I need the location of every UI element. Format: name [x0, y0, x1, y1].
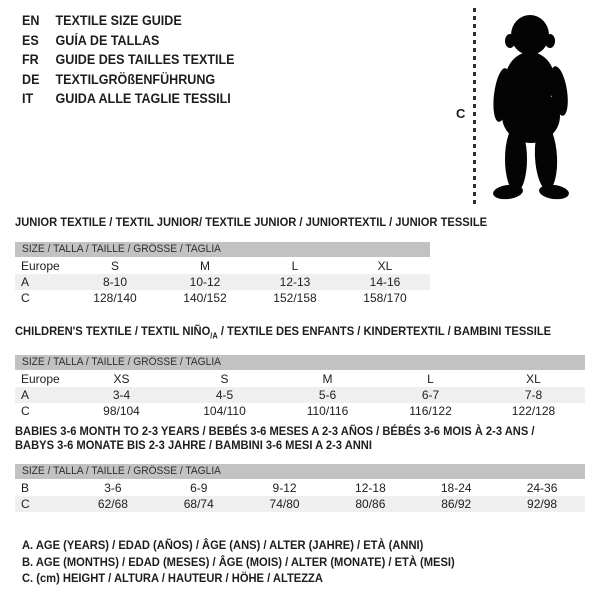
- table-cell: 116/122: [409, 404, 452, 419]
- section-babies-textile: [15, 424, 585, 512]
- table-cell: 6-9: [190, 480, 208, 495]
- section-title-children: [15, 324, 585, 343]
- table-row: [15, 290, 430, 306]
- babies-size-table: [15, 464, 585, 512]
- table-cell: 8-10: [102, 275, 128, 289]
- table-cell: 14-16: [369, 275, 401, 289]
- table-cell: 158/170: [363, 291, 407, 305]
- table-row: [15, 274, 430, 290]
- table-cell: 5-6: [318, 388, 337, 403]
- table-cell: 140/152: [183, 291, 227, 305]
- section-title-junior: [15, 215, 488, 229]
- table-cell: 24-36: [526, 480, 558, 495]
- row-label: A: [21, 275, 30, 289]
- table-row: [15, 403, 585, 419]
- table-cell: 6-7: [421, 388, 440, 403]
- language-code: IT: [22, 91, 34, 107]
- language-label: GUÍA DE TALLAS: [55, 32, 160, 48]
- table-cell: 128/140: [93, 291, 137, 305]
- table-cell: 62/68: [97, 497, 128, 511]
- table-cell: 4-5: [215, 388, 234, 403]
- table-cell: L: [427, 371, 434, 386]
- table-cell: 3-4: [112, 388, 131, 403]
- table-row: [15, 387, 585, 403]
- table-cell: 86/92: [441, 497, 472, 511]
- language-code: DE: [22, 71, 40, 87]
- language-code: FR: [22, 52, 39, 68]
- table-row: [15, 257, 430, 274]
- legend-line: A. AGE (YEARS) / EDAD (AÑOS) / ÂGE (ANS) / ALTER (JAHRE) / ETÀ (ANNI): [22, 538, 424, 552]
- table-cell: 18-24: [440, 480, 472, 495]
- table-cell: XL: [526, 371, 541, 386]
- language-label: TEXTILGRÖßENFÜHRUNG: [55, 71, 216, 87]
- junior-size-table: [15, 242, 430, 306]
- size-header-bar: SIZE / TALLA / TAILLE / GRÖSSE / TAGLIA: [15, 242, 430, 257]
- language-code: EN: [22, 13, 40, 29]
- table-row: [15, 479, 585, 496]
- section-junior-textile: [15, 215, 488, 306]
- row-label: Europe: [21, 371, 60, 386]
- measure-label-c: C: [456, 106, 466, 121]
- table-cell: M: [322, 371, 333, 386]
- table-cell: 12-13: [279, 275, 311, 289]
- table-cell: 104/110: [203, 404, 246, 419]
- table-cell: 10-12: [189, 275, 221, 289]
- legend: [22, 537, 487, 587]
- row-label: C: [21, 404, 30, 419]
- height-measure-line: [473, 8, 476, 207]
- baby-silhouette-icon: [480, 9, 580, 209]
- table-cell: 9-12: [272, 480, 297, 495]
- table-cell: 74/80: [269, 497, 300, 511]
- section-title-line: CHILDREN'S TEXTILE / TEXTIL $NIÑO_{/A}$ / TEXTILE DES ENFANTS / KINDERTEXTIL / BAMBINI TESSILE: [15, 324, 552, 341]
- section-title-line: JUNIOR TEXTILE / TEXTIL JUNIOR/ TEXTILE JUNIOR / JUNIORTEXTIL / JUNIOR TESSILE: [15, 215, 488, 229]
- table-row: [15, 370, 585, 387]
- table-row: [15, 496, 585, 512]
- section-title-babies: [15, 424, 585, 452]
- legend-line: C. (cm) HEIGHT / ALTURA / HAUTEUR / HÖHE / ALTEZZA: [22, 571, 323, 585]
- table-cell: 68/74: [183, 497, 214, 511]
- table-cell: 152/158: [273, 291, 317, 305]
- table-cell: XS: [113, 371, 130, 386]
- table-cell: 98/104: [103, 404, 140, 419]
- row-label: Europe: [21, 258, 60, 273]
- row-label: C: [21, 291, 30, 305]
- row-label: B: [21, 480, 30, 495]
- language-row: [22, 70, 235, 90]
- language-label: GUIDA ALLE TAGLIE TESSILI: [55, 91, 231, 107]
- language-label: GUIDE DES TAILLES TEXTILE: [55, 52, 235, 68]
- language-row: [22, 31, 235, 51]
- table-cell: 80/86: [355, 497, 386, 511]
- children-size-table: [15, 355, 585, 419]
- row-label: C: [21, 497, 30, 511]
- language-row: [22, 11, 235, 31]
- table-cell: XL: [377, 258, 393, 273]
- language-label: TEXTILE SIZE GUIDE: [55, 13, 182, 29]
- row-label: A: [21, 388, 30, 403]
- table-cell: 92/98: [527, 497, 558, 511]
- table-cell: S: [220, 371, 229, 386]
- legend-line: B. AGE (MONTHS) / EDAD (MESES) / ÂGE (MOIS) / ALTER (MONATE) / ETÀ (MESI): [22, 554, 455, 569]
- size-header-bar: SIZE / TALLA / TAILLE / GRÖSSE / TAGLIA: [15, 464, 585, 479]
- size-header-bar: SIZE / TALLA / TAILLE / GRÖSSE / TAGLIA: [15, 355, 585, 370]
- section-children-textile: [15, 324, 585, 419]
- table-cell: L: [291, 258, 299, 273]
- language-row: [22, 50, 235, 70]
- table-cell: 7-8: [524, 388, 543, 403]
- section-title-line: BABIES 3-6 MONTH TO 2-3 YEARS / BEBÉS 3-6 MESES A 2-3 AÑOS / BÉBÉS 3-6 MOIS À 2-3 ANS /: [15, 424, 535, 438]
- section-title-line: BABYS 3-6 MONATE BIS 2-3 JAHRE / BAMBINI 3-6 MESI A 2-3 ANNI: [15, 438, 372, 452]
- table-cell: 122/128: [511, 404, 556, 419]
- table-cell: 12-18: [355, 480, 386, 495]
- table-cell: 3-6: [104, 480, 122, 495]
- table-cell: M: [200, 258, 210, 273]
- table-cell: 110/116: [306, 404, 349, 419]
- language-row: [22, 89, 235, 109]
- language-guide: [22, 11, 251, 109]
- language-code: ES: [22, 32, 39, 48]
- table-cell: S: [110, 258, 119, 273]
